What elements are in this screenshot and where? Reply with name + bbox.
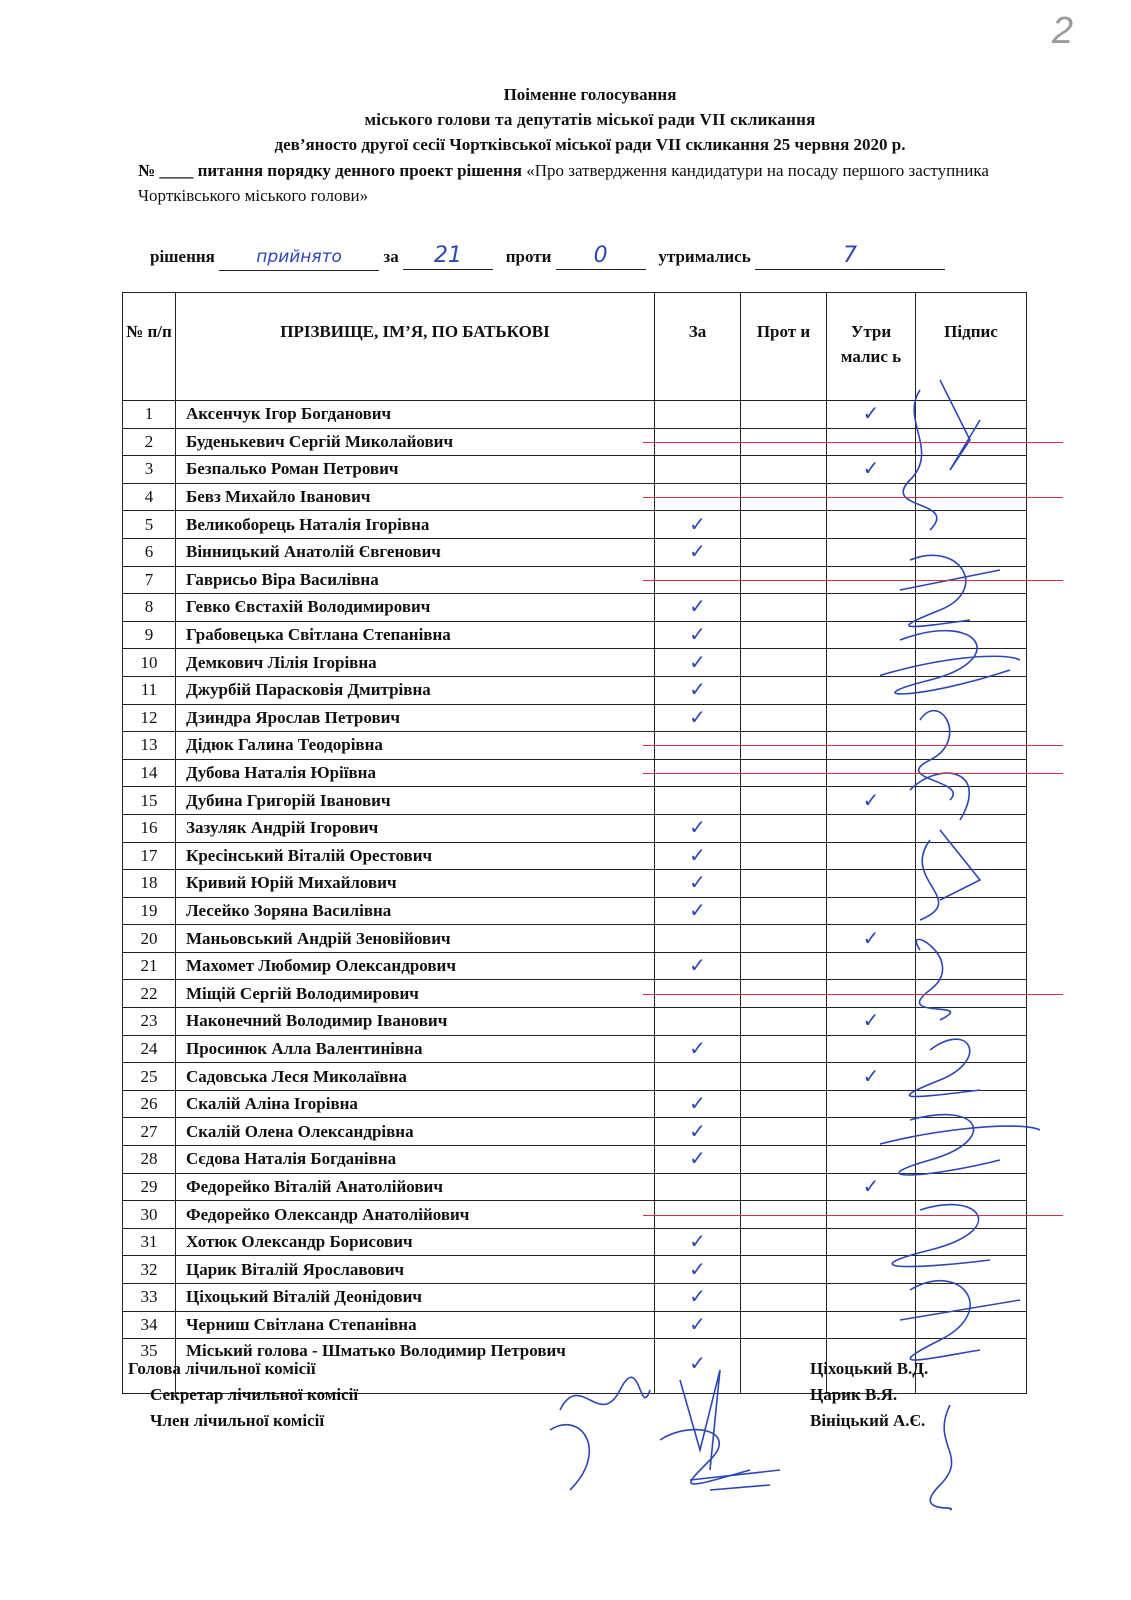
vote-cell-for xyxy=(655,704,741,732)
row-number: 29 xyxy=(123,1173,176,1201)
vote-cell-against xyxy=(741,870,827,898)
document-header xyxy=(130,82,1050,157)
row-name: Гевко Євстахій Володимирович xyxy=(176,594,655,622)
vote-cell-for xyxy=(655,511,741,539)
check-mark-icon: ✓ xyxy=(862,787,880,812)
header-abstained: Утри малис ь xyxy=(827,293,916,401)
absent-strike-line xyxy=(643,745,1063,746)
vote-cell-against xyxy=(741,1284,827,1312)
vote-cell-for xyxy=(655,814,741,842)
check-mark-icon: ✓ xyxy=(689,897,706,922)
row-name: Хотюк Олександр Борисович xyxy=(176,1228,655,1256)
row-name: Дідюк Галина Теодорівна xyxy=(176,732,655,760)
vote-cell-against xyxy=(741,1256,827,1284)
agenda-issue xyxy=(138,158,1058,208)
row-name: Махомет Любомир Олександрович xyxy=(176,952,655,980)
row-number: 14 xyxy=(123,759,176,787)
check-mark-icon: ✓ xyxy=(689,511,706,536)
row-number: 12 xyxy=(123,704,176,732)
absent-strike-line xyxy=(643,773,1063,774)
check-mark-icon: ✓ xyxy=(862,1063,880,1088)
row-name: Просинюк Алла Валентинівна xyxy=(176,1035,655,1063)
vote-cell-for xyxy=(655,925,741,953)
row-name: Царик Віталій Ярославович xyxy=(176,1256,655,1284)
row-number: 27 xyxy=(123,1118,176,1146)
check-mark-icon: ✓ xyxy=(862,456,880,481)
check-mark-icon: ✓ xyxy=(689,1311,706,1336)
row-name: Гаврисьо Віра Василівна xyxy=(176,566,655,594)
row-number: 15 xyxy=(123,787,176,815)
role-secretary: Секретар лічильної комісії xyxy=(150,1385,359,1404)
check-mark-icon: ✓ xyxy=(689,953,706,978)
vote-cell-against xyxy=(741,676,827,704)
row-number: 24 xyxy=(123,1035,176,1063)
vote-cell-for xyxy=(655,1284,741,1312)
vote-cell-for xyxy=(655,649,741,677)
check-mark-icon: ✓ xyxy=(689,1035,706,1060)
commission-names xyxy=(810,1356,928,1434)
vote-cell-against xyxy=(741,704,827,732)
row-name: Дзиндра Ярослав Петрович xyxy=(176,704,655,732)
row-name: Вінницький Анатолій Євгенович xyxy=(176,538,655,566)
against-label: проти xyxy=(505,247,552,266)
header-name: ПРІЗВИЩЕ, ІМ’Я, ПО БАТЬКОВІ xyxy=(176,293,655,401)
against-count: 0 xyxy=(556,243,646,270)
row-number: 25 xyxy=(123,1063,176,1091)
absent-strike-line xyxy=(643,580,1063,581)
check-mark-icon: ✓ xyxy=(689,815,706,840)
row-name: Дубова Наталія Юріївна xyxy=(176,759,655,787)
vote-cell-against xyxy=(741,787,827,815)
row-number: 10 xyxy=(123,649,176,677)
check-mark-icon: ✓ xyxy=(689,1091,706,1116)
row-number: 35 xyxy=(123,1339,176,1394)
row-name: Бевз Михайло Іванович xyxy=(176,483,655,511)
row-number: 16 xyxy=(123,814,176,842)
vote-cell-for xyxy=(655,1090,741,1118)
vote-cell-for xyxy=(655,1035,741,1063)
vote-cell-against xyxy=(741,1118,827,1146)
row-number: 18 xyxy=(123,870,176,898)
row-number: 31 xyxy=(123,1228,176,1256)
check-mark-icon: ✓ xyxy=(689,1118,706,1143)
row-number: 2 xyxy=(123,428,176,456)
row-name: Черниш Світлана Степанівна xyxy=(176,1311,655,1339)
signature-scribbles xyxy=(880,360,1070,1410)
row-name: Маньовський Андрій Зеновійович xyxy=(176,925,655,953)
check-mark-icon: ✓ xyxy=(689,649,706,674)
name-secretary: Царик В.Я. xyxy=(810,1385,898,1404)
row-name: Кресінський Віталій Орестович xyxy=(176,842,655,870)
header-for: За xyxy=(655,293,741,401)
commission-signatures xyxy=(540,1350,800,1510)
vote-cell-for xyxy=(655,621,741,649)
check-mark-icon: ✓ xyxy=(862,1008,880,1033)
decision-label: рішення xyxy=(150,247,215,266)
row-name: Кривий Юрій Михайлович xyxy=(176,870,655,898)
row-number: 5 xyxy=(123,511,176,539)
vote-cell-against xyxy=(741,1090,827,1118)
vote-cell-for xyxy=(655,787,741,815)
vote-cell-for xyxy=(655,1256,741,1284)
row-name: Міщій Сергій Володимирович xyxy=(176,980,655,1008)
check-mark-icon: ✓ xyxy=(862,925,880,950)
row-name: Скалій Олена Олександрівна xyxy=(176,1118,655,1146)
row-name: Сєдова Наталія Богданівна xyxy=(176,1146,655,1174)
check-mark-icon: ✓ xyxy=(862,1173,880,1198)
for-label: за xyxy=(383,247,399,266)
vote-cell-for xyxy=(655,1311,741,1339)
absent-strike-line xyxy=(643,497,1063,498)
vote-cell-for xyxy=(655,1118,741,1146)
row-number: 21 xyxy=(123,952,176,980)
row-name: Садовська Леся Миколаївна xyxy=(176,1063,655,1091)
vote-cell-against xyxy=(741,897,827,925)
name-member: Вініцький А.Є. xyxy=(810,1411,926,1430)
vote-cell-for xyxy=(655,401,741,429)
row-number: 11 xyxy=(123,676,176,704)
vote-cell-for xyxy=(655,1008,741,1036)
row-name: Лесейко Зоряна Василівна xyxy=(176,897,655,925)
absent-strike-line xyxy=(643,994,1063,995)
vote-cell-for xyxy=(655,842,741,870)
header-against: Прот и xyxy=(741,293,827,401)
vote-cell-against xyxy=(741,511,827,539)
row-name: Буденькевич Сергій Миколайович xyxy=(176,428,655,456)
check-mark-icon: ✓ xyxy=(689,539,706,564)
issue-text: «Про затвердження кандидатури на посаду першого заступника Чортківського міського голови» xyxy=(138,161,989,205)
vote-cell-against xyxy=(741,814,827,842)
row-name: Аксенчук Ігор Богданович xyxy=(176,401,655,429)
row-name: Зазуляк Андрій Ігорович xyxy=(176,814,655,842)
vote-cell-against xyxy=(741,538,827,566)
check-mark-icon: ✓ xyxy=(689,1256,706,1281)
row-name: Джурбій Парасковія Дмитрівна xyxy=(176,676,655,704)
row-number: 23 xyxy=(123,1008,176,1036)
member-signature xyxy=(920,1395,980,1515)
vote-cell-against xyxy=(741,1063,827,1091)
absent-strike-line xyxy=(643,442,1063,443)
vote-cell-against xyxy=(741,649,827,677)
row-number: 30 xyxy=(123,1201,176,1229)
vote-cell-against xyxy=(741,456,827,484)
row-number: 28 xyxy=(123,1146,176,1174)
row-number: 13 xyxy=(123,732,176,760)
header-num: № п/п xyxy=(123,293,176,401)
vote-cell-against xyxy=(741,401,827,429)
abstained-count: 7 xyxy=(755,243,945,270)
check-mark-icon: ✓ xyxy=(689,1284,706,1309)
vote-cell-for xyxy=(655,870,741,898)
row-name: Міський голова - Шматько Володимир Петрович xyxy=(176,1339,655,1394)
vote-cell-against xyxy=(741,1008,827,1036)
name-chair: Ціхоцький В.Д. xyxy=(810,1359,929,1378)
vote-cell-against xyxy=(741,1228,827,1256)
for-count: 21 xyxy=(403,243,493,270)
row-number: 9 xyxy=(123,621,176,649)
role-chair: Голова лічильної комісії xyxy=(128,1359,316,1378)
vote-cell-for xyxy=(655,676,741,704)
row-number: 22 xyxy=(123,980,176,1008)
row-name: Демкович Лілія Ігорівна xyxy=(176,649,655,677)
row-number: 1 xyxy=(123,401,176,429)
row-number: 6 xyxy=(123,538,176,566)
check-mark-icon: ✓ xyxy=(689,1229,706,1254)
check-mark-icon: ✓ xyxy=(689,594,706,619)
vote-cell-for xyxy=(655,897,741,925)
row-name: Наконечний Володимир Іванович xyxy=(176,1008,655,1036)
check-mark-icon: ✓ xyxy=(689,704,706,729)
commission-roles xyxy=(128,1356,358,1434)
check-mark-icon: ✓ xyxy=(862,401,880,426)
row-number: 34 xyxy=(123,1311,176,1339)
vote-cell-for xyxy=(655,594,741,622)
vote-cell-for xyxy=(655,1063,741,1091)
check-mark-icon: ✓ xyxy=(689,1146,706,1171)
row-number: 20 xyxy=(123,925,176,953)
role-member: Член лічильної комісії xyxy=(150,1411,325,1430)
vote-cell-for xyxy=(655,1173,741,1201)
check-mark-icon: ✓ xyxy=(689,870,706,895)
page-number: 2 xyxy=(1052,10,1074,52)
vote-cell-for xyxy=(655,538,741,566)
check-mark-icon: ✓ xyxy=(689,1351,706,1376)
row-name: Безпалько Роман Петрович xyxy=(176,456,655,484)
row-number: 17 xyxy=(123,842,176,870)
row-number: 32 xyxy=(123,1256,176,1284)
vote-cell-for xyxy=(655,1228,741,1256)
decision-summary xyxy=(150,243,1050,271)
row-name: Федорейко Олександр Анатолійович xyxy=(176,1201,655,1229)
check-mark-icon: ✓ xyxy=(689,677,706,702)
row-number: 8 xyxy=(123,594,176,622)
row-number: 19 xyxy=(123,897,176,925)
vote-cell-against xyxy=(741,594,827,622)
decision-value: прийнято xyxy=(219,244,379,271)
vote-cell-against xyxy=(741,925,827,953)
vote-cell-for xyxy=(655,456,741,484)
vote-cell-for xyxy=(655,1146,741,1174)
vote-cell-against xyxy=(741,842,827,870)
row-number: 26 xyxy=(123,1090,176,1118)
vote-cell-against xyxy=(741,952,827,980)
row-number: 33 xyxy=(123,1284,176,1312)
vote-cell-against xyxy=(741,1311,827,1339)
row-number: 3 xyxy=(123,456,176,484)
row-name: Великоборець Наталія Ігорівна xyxy=(176,511,655,539)
row-number: 4 xyxy=(123,483,176,511)
row-name: Грабовецька Світлана Степанівна xyxy=(176,621,655,649)
vote-cell-against xyxy=(741,1035,827,1063)
absent-strike-line xyxy=(643,1215,1063,1216)
abstained-label: утримались xyxy=(658,247,751,266)
vote-cell-against xyxy=(741,1173,827,1201)
check-mark-icon: ✓ xyxy=(689,622,706,647)
check-mark-icon: ✓ xyxy=(689,842,706,867)
header-subtitle: міського голови та депутатів міської ради VII скликання xyxy=(364,110,816,129)
header-signature: Підпис xyxy=(916,293,1027,401)
row-number: 7 xyxy=(123,566,176,594)
row-name: Федорейко Віталій Анатолійович xyxy=(176,1173,655,1201)
row-name: Ціхоцький Віталій Деонідович xyxy=(176,1284,655,1312)
row-name: Скалій Аліна Ігорівна xyxy=(176,1090,655,1118)
vote-cell-against xyxy=(741,1146,827,1174)
header-session: дев’яносто другої сесії Чортківської міської ради VII скликання 25 червня 2020 р. xyxy=(274,135,906,154)
vote-cell-for xyxy=(655,952,741,980)
row-name: Дубина Григорій Іванович xyxy=(176,787,655,815)
vote-cell-against xyxy=(741,621,827,649)
header-title: Поіменне голосування xyxy=(503,85,677,104)
issue-prefix: № ____ питання порядку денного проект рішення xyxy=(138,161,522,180)
